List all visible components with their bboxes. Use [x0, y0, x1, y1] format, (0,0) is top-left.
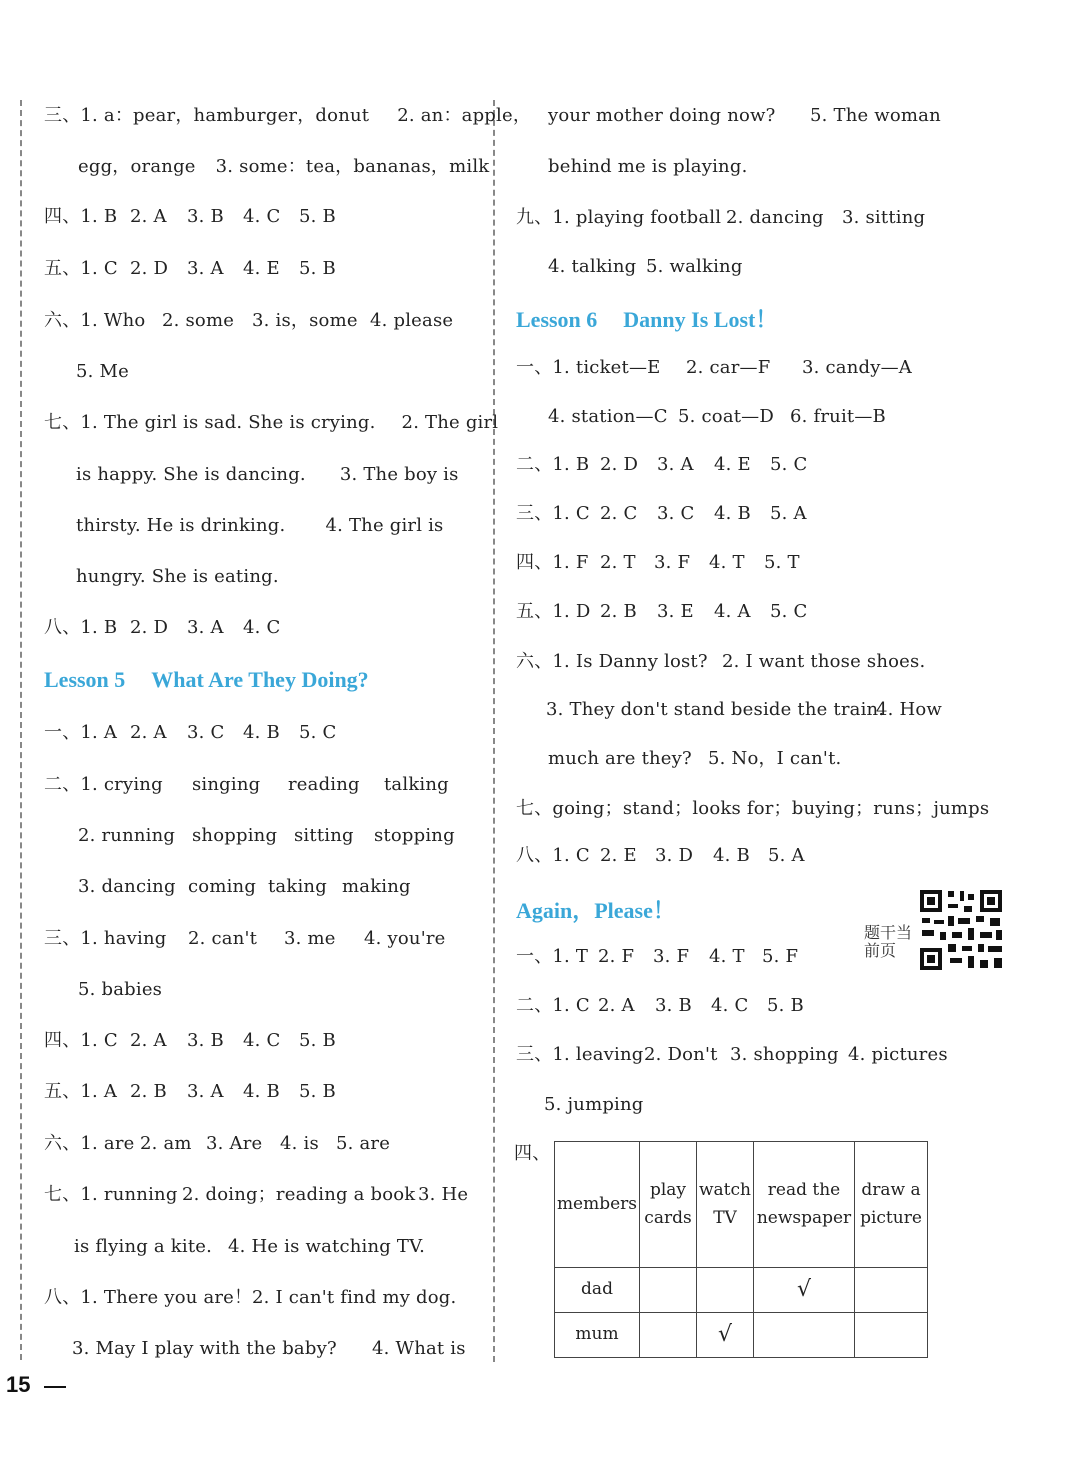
mark-cell	[640, 1313, 697, 1358]
answer-line: your mother doing now? 5. The woman	[548, 105, 941, 126]
again-please-heading: Again，Please！	[516, 898, 675, 923]
answer-line: 七、1. The girl is sad. She is crying. 2. The girl	[44, 412, 499, 433]
page-number: 15	[6, 1372, 31, 1397]
answer-line: 3. May I play with the baby? 4. What is	[72, 1338, 466, 1359]
header-cell: watch TV	[697, 1142, 754, 1268]
answer-line: 一、1. T 2. F 3. F 4. T 5. F	[516, 946, 799, 967]
mark-cell	[640, 1268, 697, 1313]
header-cell: members	[555, 1142, 640, 1268]
answer-line: 四、1. F 2. T 3. F 4. T 5. T	[516, 552, 800, 573]
answer-line: 四、1. C 2. A 3. B 4. C 5. B	[44, 1030, 336, 1051]
answer-line: is flying a kite. 4. He is watching TV.	[74, 1236, 426, 1257]
answer-line: 三、1. leaving2. Don't 3. shopping 4. pictures	[516, 1044, 948, 1065]
answer-line: 六、1. Who 2. some 3. is，some 4. please	[44, 310, 454, 331]
activity-table	[554, 1141, 928, 1358]
answer-line: 三、1. having 2. can't 3. me 4. you're	[44, 928, 446, 949]
answer-line: behind me is playing.	[548, 156, 748, 177]
answer-line: 4. station—C 5. coat—D 6. fruit—B	[548, 406, 886, 427]
answer-line: 六、1. Is Danny lost? 2. I want those shoes.	[516, 651, 926, 672]
qr-label: 题干当前页	[864, 923, 913, 960]
answer-line: 四、1. B 2. A 3. B 4. C 5. B	[44, 206, 336, 227]
mark-cell: √	[697, 1313, 754, 1358]
answer-line: 一、1. A 2. A 3. C 4. B 5. C	[44, 722, 337, 743]
answer-line: egg，orange 3. some：tea，bananas，milk	[78, 156, 490, 177]
header-cell: play cards	[640, 1142, 697, 1268]
left-margin-rule	[20, 100, 22, 1360]
answer-line: 六、1. are 2. am 3. Are 4. is 5. are	[44, 1133, 391, 1154]
lesson-5-heading: Lesson 5 What Are They Doing?	[44, 667, 369, 692]
member-cell: mum	[555, 1313, 640, 1358]
header-cell: draw a picture	[855, 1142, 928, 1268]
answer-line: 二、1. crying singing reading talking	[44, 774, 449, 795]
answer-line: 三、1. a：pear，hamburger，donut 2. an：apple，	[44, 105, 532, 126]
answer-line: 3. dancing coming taking making	[78, 876, 411, 897]
answer-line: 五、1. C 2. D 3. A 4. E 5. B	[44, 258, 336, 279]
table-row	[555, 1268, 928, 1313]
mark-cell	[754, 1313, 855, 1358]
mark-cell: √	[754, 1268, 855, 1313]
lesson-6-heading: Lesson 6 Danny Is Lost！	[516, 307, 778, 332]
mark-cell	[855, 1268, 928, 1313]
answer-line: 七、1. running 2. doing；reading a book 3. He	[44, 1184, 469, 1205]
table-question-label: 四、	[514, 1143, 551, 1164]
answer-line: 九、1. playing football 2. dancing 3. sitting	[516, 207, 926, 228]
answer-line: 八、1. B 2. D 3. A 4. C	[44, 617, 281, 638]
answer-line: much are they? 5. No，I can't.	[548, 748, 842, 769]
answer-line: 八、1. There you are！2. I can't find my dog.	[44, 1287, 457, 1308]
answer-line: thirsty. He is drinking. 4. The girl is	[76, 515, 444, 536]
answer-line: 一、1. ticket—E 2. car—F 3. candy—A	[516, 357, 912, 378]
answer-line: 3. They don't stand beside the train.4. How	[546, 699, 943, 720]
answer-line: 5. jumping	[544, 1094, 644, 1115]
answer-line: 五、1. D 2. B 3. E 4. A 5. C	[516, 601, 808, 622]
table-row	[555, 1313, 928, 1358]
answer-line: 4. talking 5. walking	[548, 256, 743, 277]
answer-line: 五、1. A 2. B 3. A 4. B 5. B	[44, 1081, 336, 1102]
answer-line: 三、1. C 2. C 3. C 4. B 5. A	[516, 503, 807, 524]
column-divider	[493, 100, 495, 1362]
answer-line: is happy. She is dancing. 3. The boy is	[76, 464, 459, 485]
answer-line: 5. babies	[78, 979, 163, 1000]
member-cell: dad	[555, 1268, 640, 1313]
qr-code-icon	[918, 888, 1006, 974]
header-cell: read the newspaper	[754, 1142, 855, 1268]
answer-line: 七、going；stand；looks for；buying；runs；jumps	[516, 798, 990, 819]
answer-line: 八、1. C 2. E 3. D 4. B 5. A	[516, 845, 805, 866]
mark-cell	[697, 1268, 754, 1313]
answer-line: hungry. She is eating.	[76, 566, 279, 587]
page-number-dash	[44, 1386, 66, 1388]
answer-line: 2. running shopping sitting stopping	[78, 825, 455, 846]
mark-cell	[855, 1313, 928, 1358]
answer-line: 二、1. C 2. A 3. B 4. C 5. B	[516, 995, 804, 1016]
answer-line: 二、1. B 2. D 3. A 4. E 5. C	[516, 454, 808, 475]
answer-line: 5. Me	[76, 361, 129, 382]
